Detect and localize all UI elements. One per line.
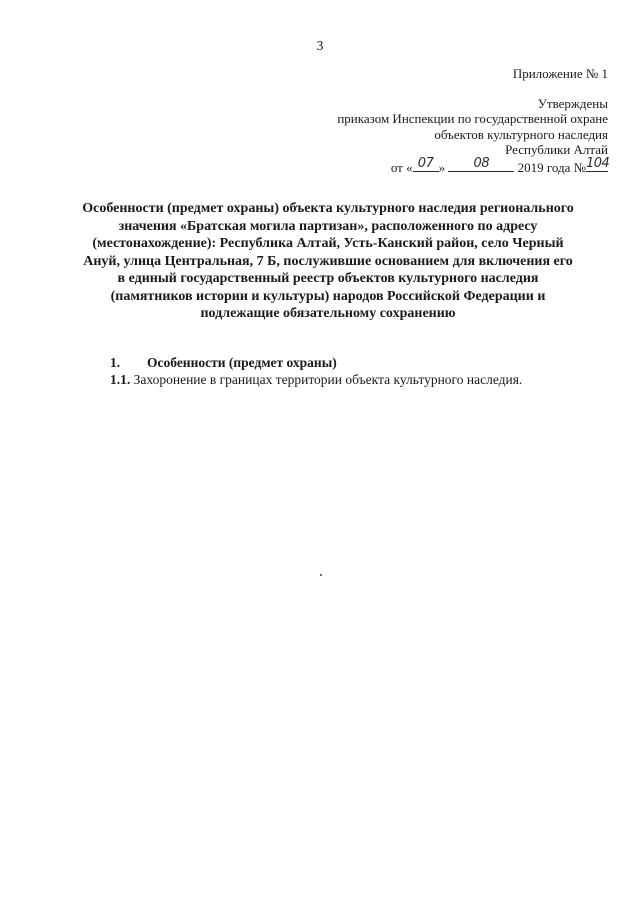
title-line: значения «Братская могила партизан», расположенного по адресу: [118, 218, 538, 234]
page-number: 3: [316, 38, 324, 53]
month-blank: [448, 158, 514, 172]
order-line-3: Республики Алтай: [505, 142, 608, 157]
number-blank: [586, 158, 608, 172]
document-title: [60, 200, 596, 323]
day-close-quote: »: [438, 159, 446, 175]
order-line-2: объектов культурного наследия: [434, 126, 608, 142]
section-1: [110, 354, 610, 388]
number-handwritten: 104: [586, 156, 610, 171]
section-heading: [110, 354, 610, 371]
month-handwritten: 08: [473, 156, 490, 171]
day-handwritten: 07: [417, 156, 434, 171]
section-item: [110, 371, 610, 388]
title-line: (памятников истории и культуры) народов Российской Федерации и: [110, 288, 546, 304]
approved-label: Утверждены: [537, 95, 608, 111]
year-text: 2019 года №: [517, 159, 586, 175]
day-blank: [413, 158, 439, 172]
title-line: Особенности (предмет охраны) объекта культурного наследия регионального: [82, 201, 574, 216]
title-line: подлежащие обязательному сохранению: [200, 306, 456, 321]
approval-block: [208, 66, 608, 175]
order-date-line: [208, 158, 608, 176]
title-line: (местонахождение): Республика Алтай, Усть-Канский район, село Черный: [92, 236, 564, 251]
section-title: Особенности (предмет охраны): [147, 355, 337, 370]
title-line: Ануй, улица Центральная, 7 Б, послужившие основанием для включения его: [83, 253, 573, 269]
item-number: 1.1.: [110, 372, 131, 387]
section-number: 1.: [110, 355, 121, 370]
date-prefix: от «: [390, 159, 413, 175]
title-line: в единый государственный реестр объектов культурного наследия: [117, 271, 539, 286]
item-text: Захоронение в границах территории объекта культурного наследия.: [133, 372, 523, 387]
scan-speck: [320, 574, 322, 576]
appendix-label: Приложение № 1: [512, 66, 608, 81]
order-line-1: приказом Инспекции по государственной охране: [337, 111, 608, 126]
